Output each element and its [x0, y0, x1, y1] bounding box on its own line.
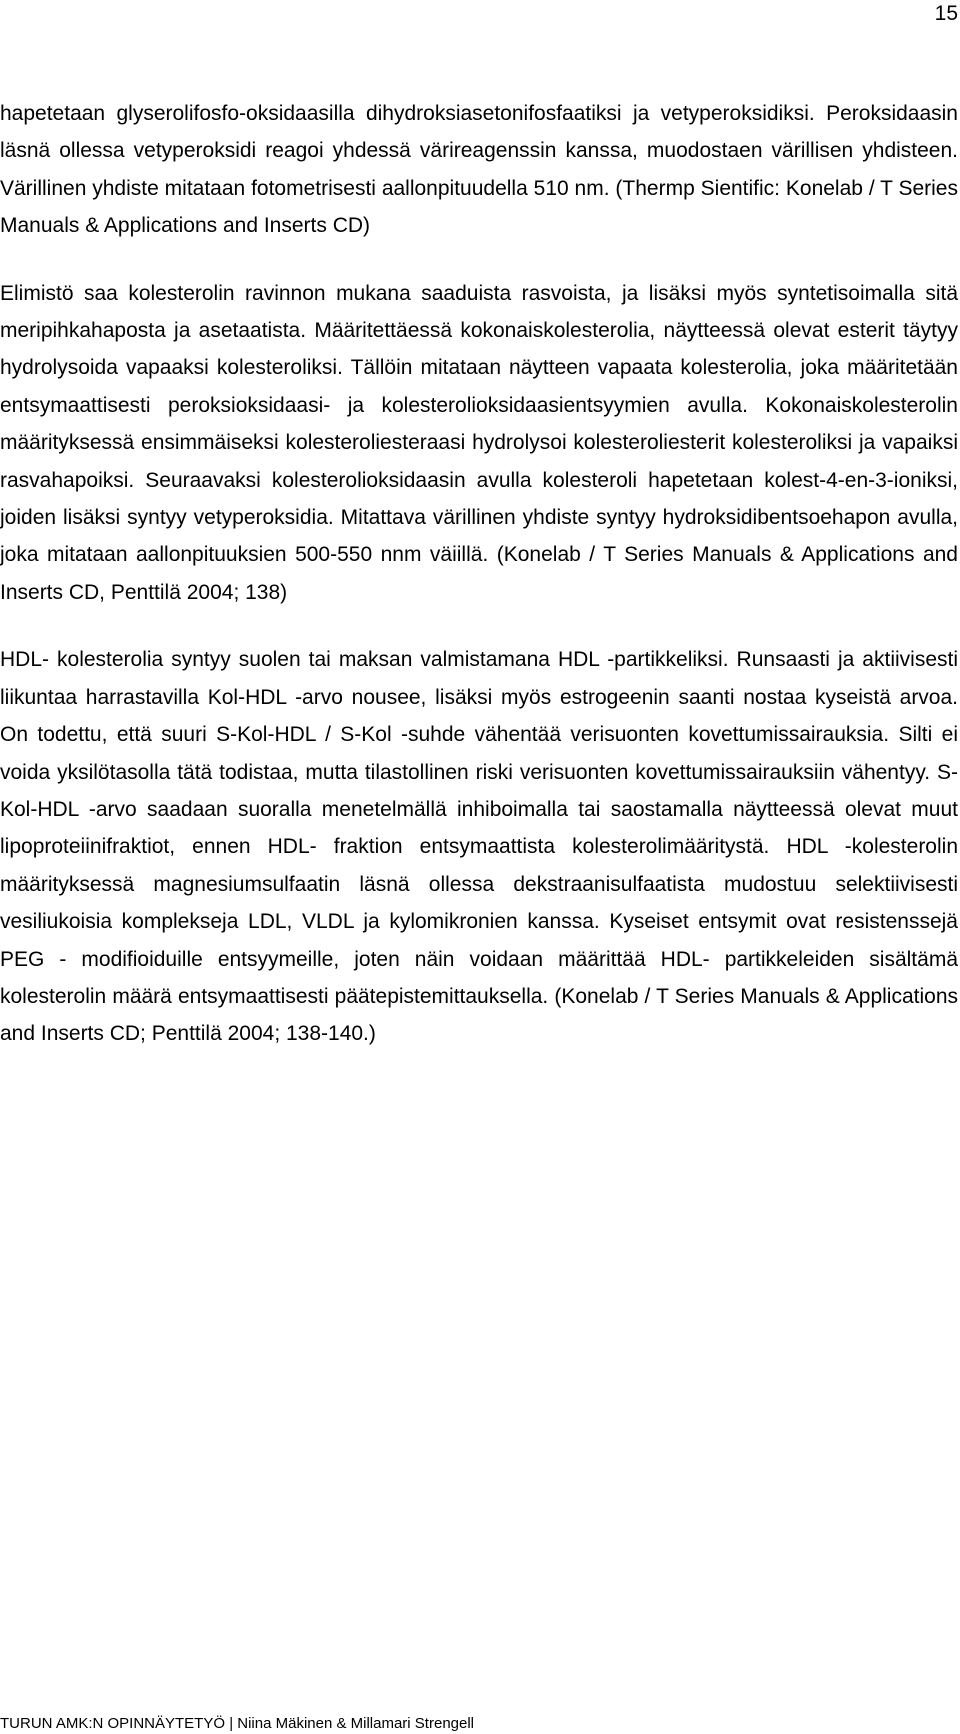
page-footer: TURUN AMK:N OPINNÄYTETYÖ | Niina Mäkinen & Millamari Strengell [0, 1715, 475, 1732]
page-number: 15 [934, 2, 958, 25]
paragraph-hdl-cholesterol: HDL- kolesterolia syntyy suolen tai maksan valmistamana HDL -partikkeliksi. Runsaasti ja aktiivisesti liikuntaa harrastavilla Kol-HDL -arvo nousee, lisäksi myös estrogeenin saanti nostaa kyseistä arvoa. On todettu, että suuri S-Kol-HDL / S-Kol -suhde vähentää verisuonten kovettumissairauksia. Silti ei voida yksilötasolla tätä todistaa, mutta tilastollinen riski verisuonten kovettumissairauksiin vähentyy. S-Kol-HDL -arvo saadaan suoralla menetelmällä inhiboimalla tai saostamalla näytteessä olevat muut lipoproteiinifraktiot, ennen HDL- fraktion entsymaattista kolesterolimääritystä. HDL -kolesterolin määrityksessä magnesiumsulfaatin läsnä ollessa dekstraanisulfaatista mudostuu selektiivisesti vesiliukoisia komplekseja LDL, VLDL ja kylomikronien kanssa. Kyseiset entsymit ovat resistenssejä PEG - modifioiduille entsyymeille, joten näin voidaan määrittää HDL- partikkeleiden sisältämä kolesterolin määrä entsymaattisesti päätepistemittauksella. (Konelab / T Series Manuals & Applications and Inserts CD; Penttilä 2004; 138-140.) [0, 648, 958, 1046]
paragraph-total-cholesterol: Elimistö saa kolesterolin ravinnon mukana saaduista rasvoista, ja lisäksi myös syntetisoimalla sitä meripihkahaposta ja asetaatista. Määritettäessä kokonaiskolesterolia, näytteessä olevat esterit täytyy hydrolysoida vapaaksi kolesteroliksi. Tällöin mitataan näytteen vapaata kolesterolia, joka määritetään entsymaattisesti peroksioksidaasi- ja kolesterolioksidaasientsyymien avulla. Kokonaiskolesterolin määrityksessä ensimmäiseksi kolesteroliesteraasi hydrolysoi kolesteroliesterit kolesteroliksi ja vapaiksi rasvahapoiksi. Seuraavaksi kolesterolioksidaasin avulla kolesteroli hapetetaan kolest-4-en-3-ioniksi, joiden lisäksi syntyy vetyperoksidia. Mitattava värillinen yhdiste syntyy hydroksidibentsoehapon avulla, joka mitataan aallonpituuksien 500-550 nnm väiillä. (Konelab / T Series Manuals & Applications and Inserts CD, Penttilä 2004; 138) [0, 281, 958, 604]
document-body [0, 95, 958, 1053]
paragraph-glycerol-oxidation: hapetetaan glyserolifosfo-oksidaasilla dihydroksiasetonifosfaatiksi ja vetyperoksidiksi. Peroksidaasin läsnä ollessa vetyperoksidi reagoi yhdessä värireagenssin kanssa, muodostaen värillisen yhdisteen. Värillinen yhdiste mitataan fotometrisesti aallonpituudella 510 nm. (Thermp Sientific: Konelab / T Series Manuals & Applications and Inserts CD) [0, 102, 958, 238]
